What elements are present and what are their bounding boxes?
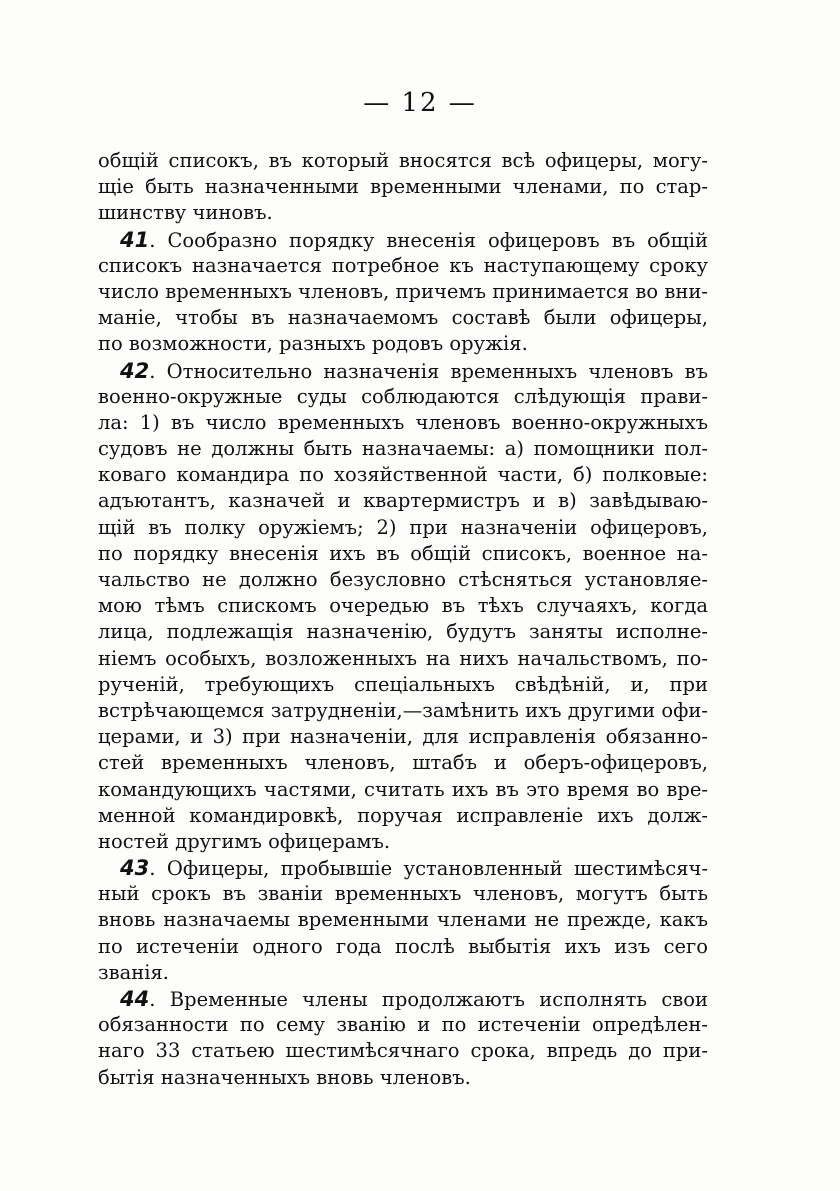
section-number: 42 xyxy=(120,358,150,383)
line-text: наго 33 статьею шестимѣсячнаго срока, впредь до при- xyxy=(98,1039,708,1063)
line-text: вновь назначаемы временными членами не прежде, какъ xyxy=(98,908,708,932)
text-line xyxy=(98,488,708,514)
line-text: шинству чиновъ. xyxy=(98,201,273,225)
line-text: ла: 1) въ число временныхъ членовъ военно-окружныхъ xyxy=(98,410,708,434)
paragraph xyxy=(98,227,708,358)
text-line xyxy=(98,279,708,305)
section-number: 41 xyxy=(120,227,150,252)
text-line xyxy=(98,829,708,855)
text-line xyxy=(98,881,708,907)
paragraph xyxy=(98,986,708,1091)
line-text: ностей другимъ офицерамъ. xyxy=(98,829,391,853)
line-text: рученій, требующихъ спеціальныхъ свѣдѣній, и, при xyxy=(98,672,708,696)
text-line xyxy=(98,986,708,1012)
paragraph xyxy=(98,855,708,986)
text-line xyxy=(98,227,708,253)
text-line xyxy=(98,1065,708,1091)
paragraph xyxy=(98,148,708,227)
section-number: 43 xyxy=(120,856,150,881)
line-text: бытія назначенныхъ вновь членовъ. xyxy=(98,1065,471,1089)
text-line xyxy=(98,593,708,619)
text-line xyxy=(98,384,708,410)
text-line xyxy=(98,619,708,645)
text-line xyxy=(98,750,708,776)
line-text: обязанности по сему званію и по истеченіи опредѣлен- xyxy=(98,1013,708,1037)
text-line xyxy=(98,960,708,986)
text-line xyxy=(98,174,708,200)
text-line xyxy=(98,515,708,541)
line-text: чальство не должно безусловно стѣсняться установляе- xyxy=(98,568,708,591)
line-text: лица, подлежащія назначенію, будутъ заняты исполне- xyxy=(98,620,708,644)
text-line xyxy=(98,803,708,829)
line-text: судовъ не должны быть назначаемы: а) помощники пол- xyxy=(98,437,708,461)
text-line xyxy=(98,777,708,803)
line-text: встрѣчающемся затрудненіи,—замѣнить ихъ другими офи- xyxy=(98,698,708,722)
text-line xyxy=(98,672,708,698)
text-line xyxy=(98,541,708,567)
text-line xyxy=(98,253,708,279)
line-text: менной командировкѣ, поручая исправленіе ихъ долж- xyxy=(98,803,708,827)
text-line xyxy=(98,358,708,384)
text-line xyxy=(98,410,708,436)
line-text: ніемъ особыхъ, возложенныхъ на нихъ начальствомъ, по- xyxy=(98,646,708,670)
page-number: — 12 — xyxy=(363,88,477,118)
text-line xyxy=(98,200,708,226)
section-number: 44 xyxy=(120,987,150,1011)
text-line xyxy=(98,567,708,593)
text-line xyxy=(98,462,708,488)
line-text: щій въ полку оружіемъ; 2) при назначеніи офицеровъ, xyxy=(98,515,708,539)
line-text: . Относительно назначенія временныхъ членовъ въ xyxy=(149,359,708,383)
paragraph xyxy=(98,358,708,856)
line-text: званія. xyxy=(98,960,169,984)
line-text: по истеченіи одного года послѣ выбытія ихъ изъ сего xyxy=(98,934,708,958)
text-line xyxy=(98,934,708,960)
text-line xyxy=(98,331,708,357)
line-text: стей временныхъ членовъ, штабъ и оберъ-офицеровъ, xyxy=(98,751,708,775)
body-text xyxy=(98,148,708,1091)
line-text: военно-окружные суды соблюдаются слѣдующія прави- xyxy=(98,384,708,408)
line-text: мою тѣмъ спискомъ очередью въ тѣхъ случаяхъ, когда xyxy=(98,594,708,618)
line-text: . Сообразно порядку внесенія офицеровъ въ общій xyxy=(149,228,708,252)
line-text: командующихъ частями, считать ихъ въ это время во вре- xyxy=(98,777,708,801)
line-text: общій списокъ, въ который вносятся всѣ офицеры, могу- xyxy=(98,149,708,172)
text-line xyxy=(98,1038,708,1064)
line-text: щіе быть назначенными временными членами, по стар- xyxy=(98,175,708,199)
text-line xyxy=(98,907,708,933)
text-line xyxy=(98,698,708,724)
line-text: . Офицеры, пробывшіе установленный шестимѣсяч- xyxy=(149,857,708,881)
text-line xyxy=(98,855,708,881)
line-text: . Временные члены продолжаютъ исполнять свои xyxy=(149,988,708,1011)
text-line xyxy=(98,305,708,331)
text-line xyxy=(98,436,708,462)
line-text: коваго командира по хозяйственной части, б) полковые: xyxy=(98,463,708,487)
line-text: адъютантъ, казначей и квартермистръ и в) завѣдываю- xyxy=(98,489,708,513)
line-text: по возможности, разныхъ родовъ оружія. xyxy=(98,332,528,356)
line-text: по порядку внесенія ихъ въ общій списокъ, военное на- xyxy=(98,541,708,565)
text-line xyxy=(98,1012,708,1038)
text-line xyxy=(98,148,708,174)
text-line xyxy=(98,646,708,672)
line-text: маніе, чтобы въ назначаемомъ составѣ были офицеры, xyxy=(98,306,708,330)
text-line xyxy=(98,724,708,750)
line-text: списокъ назначается потребное къ наступающему сроку xyxy=(98,253,708,277)
line-text: ный срокъ въ званіи временныхъ членовъ, могутъ быть xyxy=(98,882,708,906)
line-text: число временныхъ членовъ, причемъ принимается во вни- xyxy=(98,279,708,303)
line-text: церами, и 3) при назначеніи, для исправленія обязанно- xyxy=(98,725,708,749)
